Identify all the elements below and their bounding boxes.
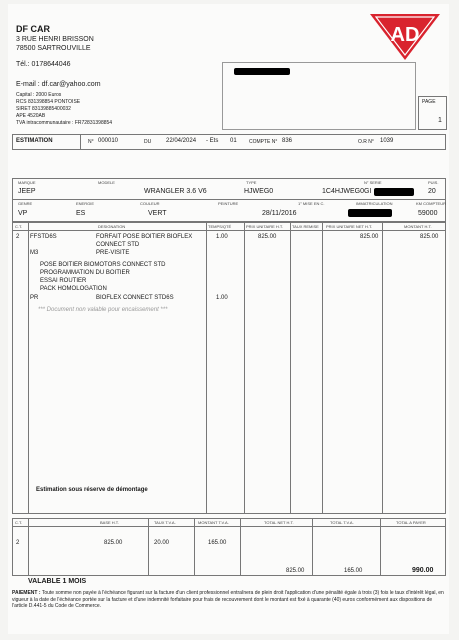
company-address-line2: 78500 SARTROUVILLE (16, 45, 91, 52)
vehicle-marque: JEEP (18, 188, 36, 195)
vehicle-energie: ES (76, 210, 86, 217)
totals-total-net: 825.00 (286, 568, 305, 574)
payment-terms-label: PAIEMENT : (12, 590, 41, 596)
totals-total-net-header: TOTAL NET H.T. (264, 520, 294, 525)
vehicle-modele-label: MODELE (98, 180, 115, 185)
col-designation-header: DESIGNATION (98, 224, 126, 229)
totals-ct-header: C.T. (15, 520, 23, 525)
page-value: 1 (438, 117, 442, 124)
estimation-title: ESTIMATION (16, 138, 53, 144)
vehicle-genre: VP (18, 210, 28, 217)
vehicle-km: 59000 (418, 210, 438, 217)
compte-label: COMPTE N° (249, 139, 278, 145)
vehicle-peinture-label: PEINTURE (218, 201, 239, 206)
totals-total-payer: 990.00 (412, 567, 434, 574)
vehicle-immat-label: IMMATRICULATION (356, 201, 393, 206)
table-row-montant: 825.00 (420, 234, 439, 240)
company-legal-ape: APE 4520AB (16, 113, 46, 119)
company-address-line1: 3 RUE HENRI BRISSON (16, 36, 94, 43)
vehicle-modele: WRANGLER 3.6 V6 (144, 188, 207, 195)
table-row-designation: PROGRAMMATION DU BOITIER (40, 270, 130, 276)
totals-ct: 2 (16, 540, 20, 546)
company-email: E-mail : df.car@yahoo.com (16, 81, 101, 88)
vehicle-couleur: VERT (148, 210, 167, 217)
table-row-designation: PRE-VISITE (96, 250, 130, 256)
table-row-designation: CONNECT STD (96, 242, 140, 248)
vehicle-serie: 1C4HJWEG0GI (322, 188, 372, 195)
estimation-date: 22/04/2024 (166, 138, 197, 144)
vehicle-date-mec: 28/11/2016 (262, 210, 297, 217)
vehicle-date-mec-label: 1° MISE EN C. (298, 201, 325, 206)
totals-taux-header: TAUX T.V.A. (154, 520, 176, 525)
table-row-designation: PACK HOMOLOGATION (40, 286, 107, 292)
col-temps-header: TEMPS/QTÉ (208, 224, 232, 229)
vehicle-puiss-label: PUIS. (428, 180, 439, 185)
vehicle-couleur-label: COULEUR (140, 201, 160, 206)
payment-terms (12, 590, 444, 610)
table-row-pu-net: 825.00 (360, 234, 379, 240)
table-row-designation: BIOFLEX CONNECT STD6S (96, 295, 174, 301)
vehicle-type-label: TYPE (246, 180, 257, 185)
vehicle-genre-label: GENRE (18, 201, 33, 206)
table-row-designation: ESSAI ROUTIER (40, 278, 87, 284)
table-row-designation: FORFAIT POSE BOITIER BIOFLEX (96, 234, 193, 240)
estimation-note: Estimation sous réserve de démontage (36, 487, 148, 493)
estimation-number: 000010 (98, 138, 119, 144)
vehicle-marque-label: MARQUE (18, 180, 36, 185)
table-row-temps: 1.00 (216, 295, 228, 301)
estimation-ets: 01 (230, 138, 237, 144)
watermark-text: *** Document non valable pour encaissement *** (38, 307, 168, 313)
vehicle-serie-label: N° SERIE (364, 180, 382, 185)
payment-terms-text: Toute somme non payée à l'échéance figurant sur la facture d'un client professionnel entraînera de plein droit l'application d'une pénalité égale à trois (3) fois le taux d'intérêt légal, en vigueur à la date de l'échéance portée sur la facture et d'une indemnité forfaitaire pour frais de recouvrement dont le montant est fixé à quarante (40) euros conformément aux dispositions de l'article D.441-5 du Code de Commerce. (12, 590, 444, 609)
redacted-immatriculation (348, 209, 392, 217)
table-row-ct: 2 (16, 234, 20, 240)
totals-montant-tva: 165.00 (208, 540, 227, 546)
redacted-serie (374, 188, 414, 196)
company-legal-siret: SIRET 83139885400032 (16, 106, 71, 112)
or-number: 1039 (380, 138, 394, 144)
totals-total-tva: 165.00 (344, 568, 363, 574)
ad-logo (368, 12, 442, 62)
company-legal-tva: TVA intracommunautaire : FR72831398854 (16, 120, 113, 126)
company-legal-capital: Capital : 2000 Euros (16, 92, 62, 98)
vehicle-puiss: 20 (428, 188, 436, 195)
document-page (8, 4, 449, 634)
table-row-code: M3 (30, 250, 39, 256)
vehicle-km-label: KM COMPTEUR (416, 201, 446, 206)
vehicle-type: HJWEG0 (244, 188, 274, 195)
page-label: PAGE (422, 99, 436, 105)
logo-text: AD (390, 24, 420, 46)
compte-number: 836 (282, 138, 293, 144)
redacted-customer-name (234, 68, 290, 75)
table-row-code: PR (30, 295, 39, 301)
company-phone: Tél.: 0178644046 (16, 61, 71, 68)
col-pu-net-header: PRIX UNITAIRE NET H.T. (326, 224, 373, 229)
company-name: DF CAR (16, 24, 50, 34)
table-row-designation: POSE BOITIER BIOMOTORS CONNECT STD (40, 262, 166, 268)
vehicle-energie-label: ENERGIE (76, 201, 95, 206)
table-row-code: FFSTD6S (30, 234, 57, 240)
col-pu-ht-header: PRIX UNITAIRE H.T. (246, 224, 284, 229)
estimation-ets-label: - Ets (206, 138, 219, 144)
col-remise-header: TAUX REMISE (292, 224, 319, 229)
totals-taux: 20.00 (154, 540, 170, 546)
validity-text: VALABLE 1 MOIS (28, 578, 87, 585)
totals-base-header: BASE H.T. (100, 520, 119, 525)
estimation-number-label: N° (88, 139, 94, 145)
estimation-date-label: DU (144, 139, 152, 145)
totals-total-payer-header: TOTAL A PAYER (396, 520, 426, 525)
or-label: O.R N° (358, 139, 374, 145)
company-legal-rcs: RCS 831398854 PONTOISE (16, 99, 81, 105)
totals-montant-tva-header: MONTANT T.V.A. (198, 520, 229, 525)
table-row-pu-ht: 825.00 (258, 234, 277, 240)
table-row-temps: 1.00 (216, 234, 228, 240)
totals-total-tva-header: TOTAL T.V.A. (330, 520, 354, 525)
col-ct-header: C.T. (15, 224, 23, 229)
totals-base: 825.00 (104, 540, 123, 546)
col-montant-header: MONTANT H.T. (404, 224, 432, 229)
